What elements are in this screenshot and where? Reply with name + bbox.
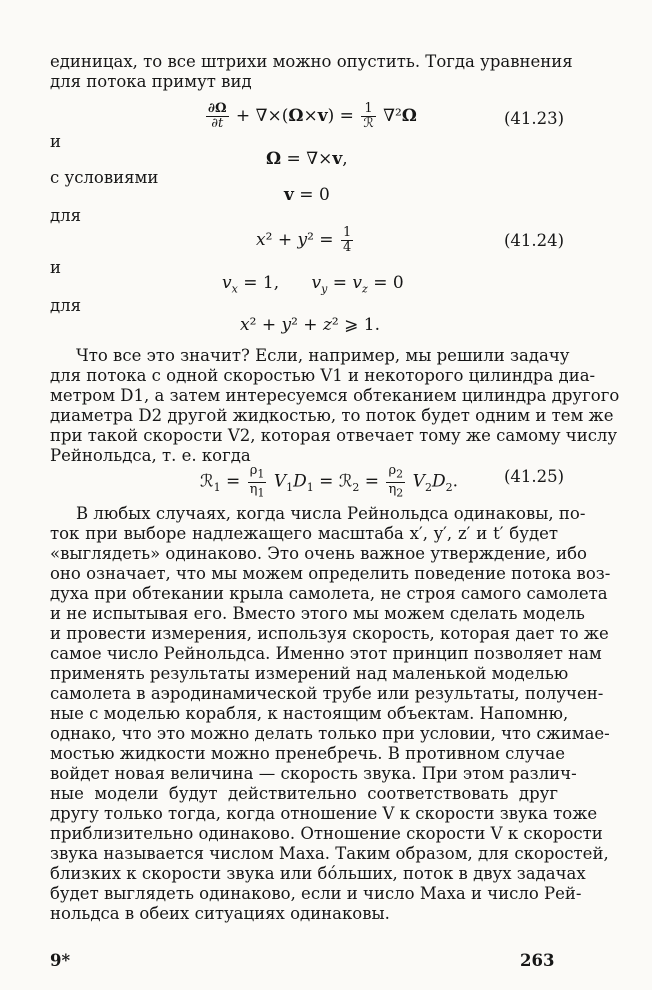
equation-region: x² + y² + z² ⩾ 1. xyxy=(240,315,381,335)
connector-word: и xyxy=(50,132,61,151)
text-line: близких к скорости звука или бóльших, поток в двух задачах xyxy=(50,864,586,883)
text-line: ные модели будут действительно соответствовать друг xyxy=(50,784,558,803)
text-line: единицах, то все штрихи можно опустить. Тогда уравнения xyxy=(50,52,573,71)
equation-41-24: x² + y² = $\frac{1}{4}$ xyxy=(256,225,352,255)
text-line: нольдса в обеих ситуациях одинаковы. xyxy=(50,904,390,923)
text-line: для потока примут вид xyxy=(50,72,252,91)
text-line: метром D1, а затем интересуемся обтеканием цилиндра другого xyxy=(50,386,620,405)
text-line: диаметра D2 другой жидкостью, то поток будет одним и тем же xyxy=(50,406,614,425)
text-line: и не испытывая его. Вместо этого мы можем сделать модель xyxy=(50,604,585,623)
text-line: Рейнольдса, т. е. когда xyxy=(50,446,251,465)
equation-number: (41.24) xyxy=(504,231,565,250)
text-line: самолета в аэродинамической трубе или результаты, получен- xyxy=(50,684,604,703)
equation-number: (41.23) xyxy=(504,109,565,128)
text-line: мостью жидкости можно пренебречь. В противном случае xyxy=(50,744,566,763)
text-line: будет выглядеть одинаково, если и число Маха и число Рей- xyxy=(50,884,582,903)
connector-word: для xyxy=(50,296,82,315)
text-line: другу только тогда, когда отношение V к скорости звука тоже xyxy=(50,804,598,823)
text-line: самое число Рейнольдса. Именно этот принцип позволяет нам xyxy=(50,644,602,663)
connector-word: для xyxy=(50,206,82,225)
text-line: ток при выборе надлежащего масштаба x′, y′, z′ и t′ будет xyxy=(50,524,558,543)
equation-velocity-zero: v = 0 xyxy=(284,185,330,205)
text-line: духа при обтекании крыла самолета, не строя самого самолета xyxy=(50,584,608,603)
text-line: для потока с одной скоростью V1 и некоторого цилиндра диа- xyxy=(50,366,596,385)
text-line: «выглядеть» одинаково. Это очень важное утверждение, ибо xyxy=(50,544,587,563)
connector-word: и xyxy=(50,258,61,277)
text-line: однако, что это можно делать только при условии, что сжимае- xyxy=(50,724,610,743)
text-line: В любых случаях, когда числа Рейнольдса одинаковы, по- xyxy=(76,504,586,523)
equation-41-25: ℛ$_1$ = $\frac{\rho_1}{\eta_1}$ $V_1D_1$ = ℛ$_2$ = $\frac{\rho_2}{\eta_2}$ $V_2D_2$. xyxy=(200,463,458,500)
text-line: ные с моделью корабля, к настоящим объектам. Напомню, xyxy=(50,704,569,723)
signature-mark: 9* xyxy=(50,951,71,970)
equation-boundary-velocity: $v_x = 1$, $v_y = v_z = 0$ xyxy=(222,273,404,296)
text-line: приблизительно одинаково. Отношение скорости V к скорости xyxy=(50,824,603,843)
equation-curl: Ω = ∇×v, xyxy=(266,149,348,169)
text-line: применять результаты измерений над маленькой моделью xyxy=(50,664,569,683)
equation-41-23: $\frac{\partial\Omega}{\partial t}$ + ∇×(Ω×v) = $\frac{1}{\text{ℛ}}$ ∇²Ω xyxy=(208,101,417,131)
equation-number: (41.25) xyxy=(504,467,565,486)
text-line: оно означает, что мы можем определить поведение потока воз- xyxy=(50,564,611,583)
text-line: и провести измерения, используя скорость, которая дает то же xyxy=(50,624,609,643)
text-line: войдет новая величина — скорость звука. При этом различ- xyxy=(50,764,577,783)
page-number: 263 xyxy=(520,951,555,970)
text-line: Что все это значит? Если, например, мы решили задачу xyxy=(76,346,570,365)
connector-phrase: с условиями xyxy=(50,168,159,187)
text-line: звука называется числом Маха. Таким образом, для скоростей, xyxy=(50,844,609,863)
text-line: при такой скорости V2, которая отвечает тому же самому числу xyxy=(50,426,618,445)
